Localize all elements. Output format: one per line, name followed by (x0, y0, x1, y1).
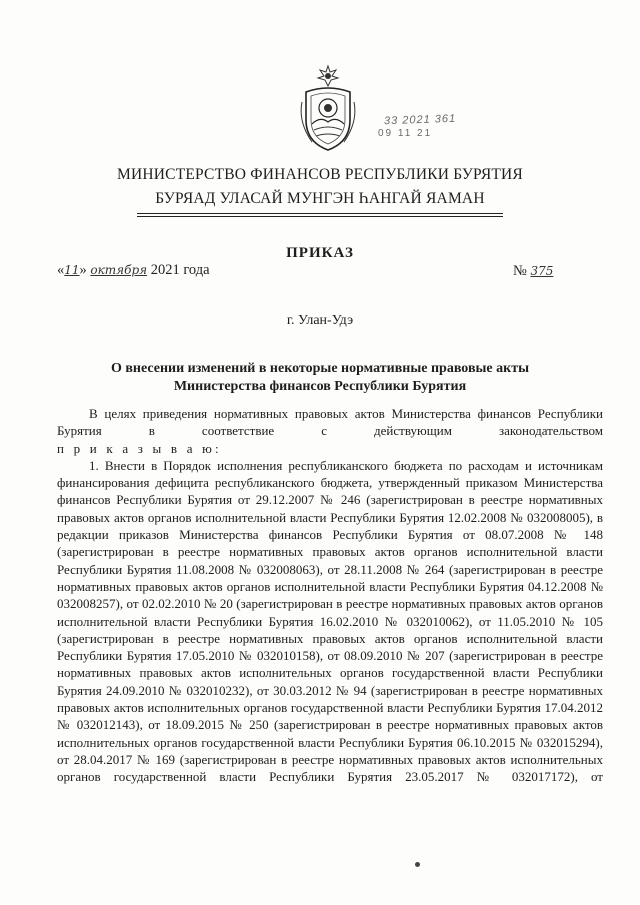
order-command: п р и к а з ы в а ю: (57, 440, 222, 456)
header-divider-thin (137, 216, 503, 217)
registration-number: 33 2021 361 (383, 112, 457, 128)
date-day: 11 (64, 263, 80, 277)
order-number (513, 263, 553, 280)
order-number-label: № (513, 263, 527, 279)
city-line: г. Улан-Удэ (286, 313, 354, 328)
order-body (57, 405, 603, 786)
date-year: 2021 года (150, 262, 210, 278)
registration-date: 09 11 21 (378, 128, 433, 139)
page-mark (415, 862, 420, 867)
date-month: октября (90, 263, 148, 277)
order-number-value: 375 (530, 264, 554, 278)
item-1-paragraph: 1. Внести в Порядок исполнения республиканского бюджета по расходам и источникам финансирования дефицита республиканского бюджета, утвержденный приказом Министерства финансов Республики Бурятия от 29.12.2007 № 246 (зарегистрирован в реестре нормативных правовых актов органов исполнительной власти Республики Бурятия 12.02.2008 № 032008005), в редакции приказов Министерства финансов Республики Бурятия от 08.07.2008 № 148 (зарегистрирован в реестре нормативных правовых актов органов исполнительной власти Республики Бурятия 11.08.2008 № 032008063), от 28.11.2008 № 264 (зарегистрирован в реестре нормативных правовых актов органов исполнительной власти Республики Бурятия 04.12.2008 № 032008257), от 02.02.2010 № 20 (зарегистрирован в реестре нормативных правовых актов органов исполнительной власти Республики Бурятия 16.02.2010 № 032010062), от 11.05.2010 № 105 (зарегистрирован в реестре нормативных правовых актов органов исполнительной власти Республики Бурятия 17.05.2010 № 032010158), от 08.09.2010 № 207 (зарегистрирован в реестре нормативных правовых актов исполнительных органов государственной власти Республики Бурятия 24.09.2010 № 032010232), от 30.03.2012 № 94 (зарегистрирован в реестре нормативных правовых актов исполнительных органов государственной власти Республики Бурятия 17.04.2012 № 032012143), от 18.09.2015 № 250 (зарегистрирован в реестре нормативных правовых актов исполнительных органов государственной власти Республики Бурятия 06.10.2015 № 032015294), от 28.04.2017 № 169 (зарегистрирован в реестре нормативных правовых актов исполнительных органов государственной власти Республики Бурятия 23.05.2017 № 032017172), от (57, 457, 603, 785)
header-divider (137, 213, 503, 214)
date-close-quote: » (79, 262, 87, 278)
order-title: ПРИКАЗ (286, 245, 354, 261)
ministry-name-buryat: БУРЯАД УЛАСАЙ МУНГЭН ҺАНГАЙ ЯАМАН (155, 190, 485, 207)
subject-line-2: Министерства финансов Республики Бурятия (173, 379, 467, 394)
registration-stamp (378, 110, 608, 150)
subject-line-1: О внесении изменений в некоторые нормативные правовые акты (110, 361, 530, 376)
intro-paragraph: В целях приведения нормативных правовых актов Министерства финансов Республики Бурятия в соответствие с действующим законодательством (57, 406, 603, 439)
coat-of-arms-emblem (296, 62, 360, 154)
date-open-quote: « (57, 262, 65, 278)
ministry-name-russian: МИНИСТЕРСТВО ФИНАНСОВ РЕСПУБЛИКИ БУРЯТИЯ (117, 166, 523, 183)
order-date (57, 262, 210, 279)
order-subject (0, 360, 640, 396)
